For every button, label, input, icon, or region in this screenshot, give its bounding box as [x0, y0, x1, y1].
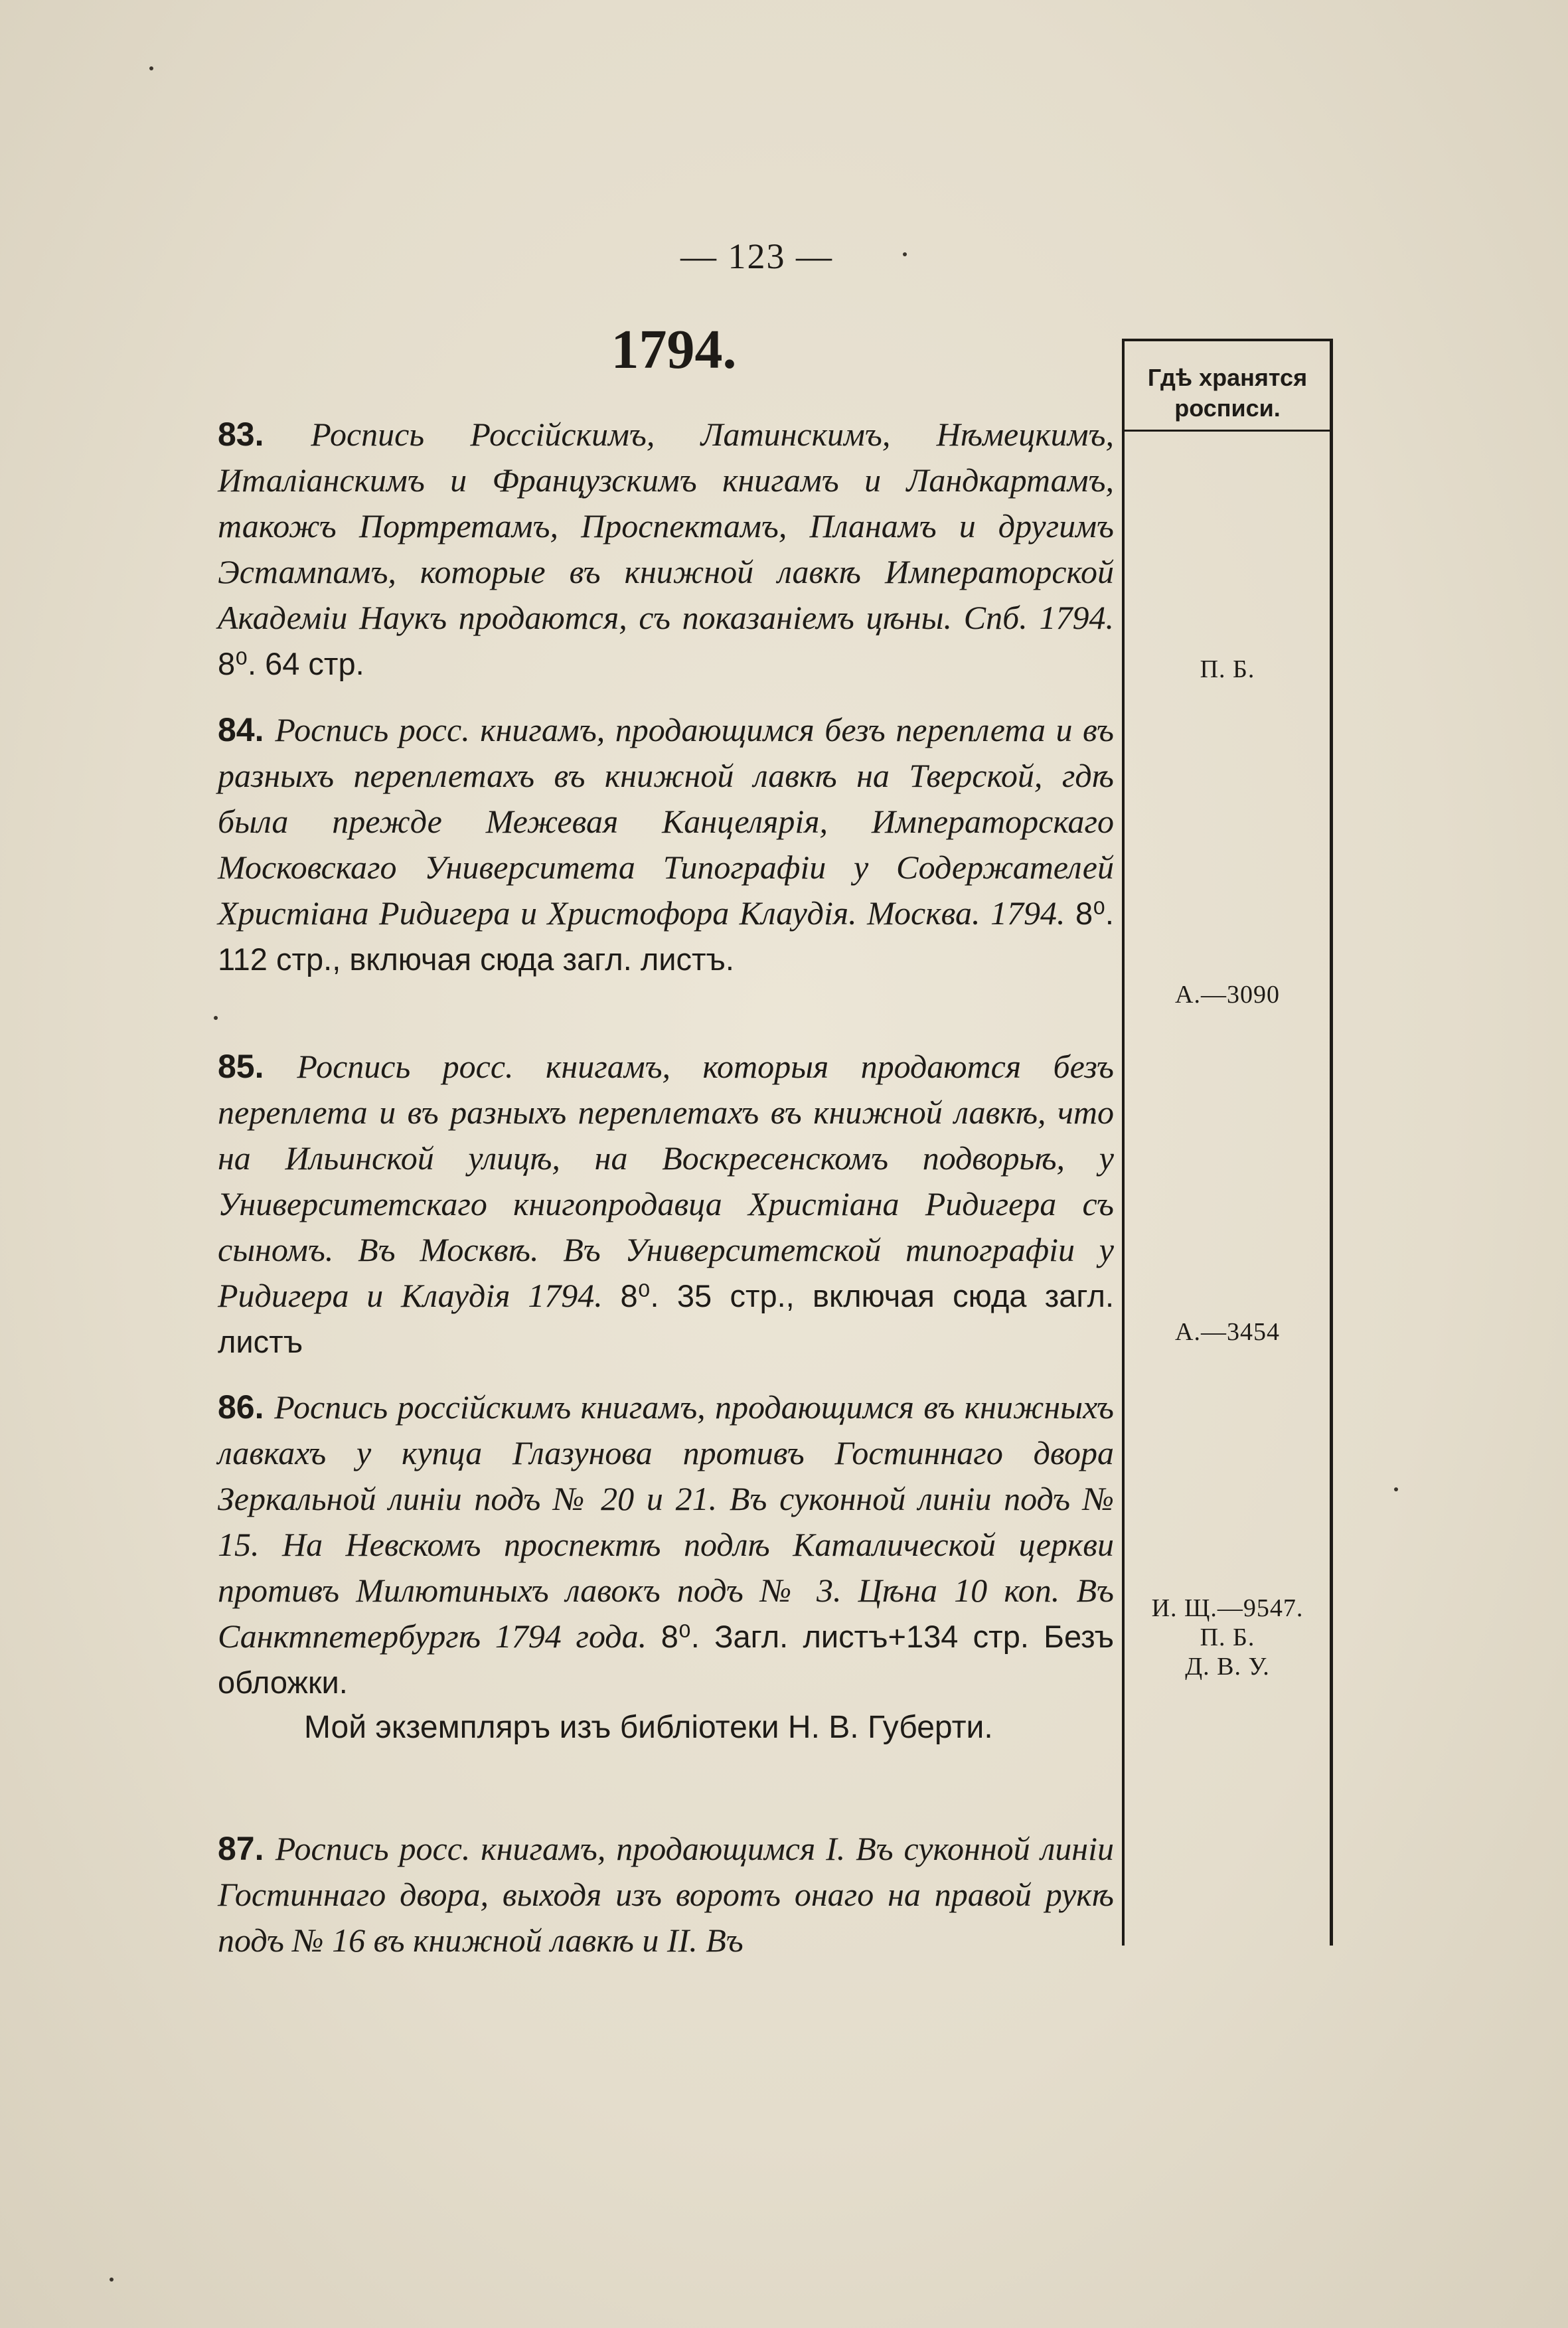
paper-speck: [149, 66, 153, 70]
entry-number: 83: [218, 416, 255, 453]
entry-location-1: И. Щ.—9547.: [1151, 1594, 1304, 1622]
catalog-entry-87: 87. Роспись росс. книгамъ, продающимся I. Въ суконной линіи Гостиннаго двора, выходя изъ воротъ онаго на правой рукѣ подъ № 16 въ книжной лавкѣ и II. Въ: [218, 1830, 1114, 1959]
paper-speck: [110, 2278, 114, 2282]
location-column-header: Гдѣ хранятся росписи.: [1122, 339, 1333, 432]
catalog-entry-84: 84. Роспись росс. книгамъ, продающимся безъ переплета и въ разныхъ переплетахъ въ книжной лавкѣ на Тверской, гдѣ была прежде Межевая Канцелярія, Императорскаго Московскаго Университета Типографіи у Содержателей Христіана Ридигера и Христофора Клаудія. Москва. 1794. 8⁰. 112 стр., включая сюда загл. листъ.: [218, 711, 1114, 977]
entry-location-3: Д. В. У.: [1185, 1653, 1270, 1681]
entry-title: Роспись росс. книгамъ, продающимся безъ переплета и въ разныхъ переплетахъ въ книжной лавкѣ на Тверской, гдѣ была прежде Межевая Канцелярія, Императорскаго Московскаго Университета Типографіи у Содержателей Христіана Ридигера и Христофора Клаудія. Москва. 1794.: [218, 711, 1114, 932]
paper-speck: [214, 1016, 218, 1020]
entry-location-2: П. Б.: [1200, 1623, 1255, 1651]
entry-details: 8⁰. 112 стр., включая сюда загл. листъ.: [218, 896, 1114, 977]
catalog-entry-83: 83. Роспись Россійскимъ, Латинскимъ, Нѣмецкимъ, Италіанскимъ и Французскимъ книгамъ и Ландкартамъ, такожъ Портретамъ, Проспектамъ, Планамъ и другимъ Эстампамъ, которые въ книжной лавкѣ Императорской Академіи Наукъ продаются, съ показаніемъ цѣны. Спб. 1794. 8⁰. 64 стр.: [218, 416, 1114, 681]
catalog-entry-85: 85. Роспись росс. книгамъ, которыя продаются безъ переплета и въ разныхъ переплетахъ въ книжной лавкѣ, что на Ильинской улицѣ, на Воскресенскомъ подворьѣ, у Университетскаго книгопродавца Христіана Ридигера съ сыномъ. Въ Москвѣ. Въ Университетской типографіи у Ридигера и Клаудія 1794. 8⁰. 35 стр., включая сюда загл. листъ: [218, 1048, 1115, 1359]
entry-note: Мой экземпляръ изъ библіотеки Н. В. Губерти.: [304, 1710, 993, 1745]
entry-location: А.—3090: [1175, 981, 1280, 1009]
entry-number: 84: [218, 711, 255, 748]
entry-title: Роспись Россійскимъ, Латинскимъ, Нѣмецкимъ, Италіанскимъ и Французскимъ книгамъ и Ландкартамъ, такожъ Портретамъ, Проспектамъ, Планамъ и другимъ Эстампамъ, которые въ книжной лавкѣ Императорской Академіи Наукъ продаются, съ показаніемъ цѣны. Спб. 1794.: [218, 416, 1114, 636]
entry-details: 8⁰. 35 стр., включая сюда загл. листъ: [218, 1278, 1115, 1359]
entry-number: 87: [218, 1830, 255, 1867]
entry-title: Роспись россійскимъ книгамъ, продающимся въ книжныхъ лавкахъ у купца Глазунова противъ Гостиннаго двора Зеркальной линіи подъ № 20 и 21. Въ суконной линіи подъ № 15. На Невскомъ проспектѣ подлѣ Каталической церкви противъ Милютиныхъ лавокъ подъ № 3. Цѣна 10 коп. Въ Санктпетербургѣ 1794 года.: [218, 1388, 1114, 1655]
page-number: — 123 —: [680, 236, 833, 276]
entry-location: А.—3454: [1175, 1318, 1280, 1346]
location-column: [1122, 339, 1333, 1946]
year-heading: 1794.: [611, 319, 737, 380]
entry-title: Роспись росс. книгамъ, продающимся I. Въ суконной линіи Гостиннаго двора, выходя изъ воротъ онаго на правой рукѣ подъ № 16 въ книжной лавкѣ и II. Въ: [218, 1830, 1114, 1959]
entry-title: Роспись росс. книгамъ, которыя продаются безъ переплета и въ разныхъ переплетахъ въ книжной лавкѣ, что на Ильинской улицѣ, на Воскресенскомъ подворьѣ, у Университетскаго книгопродавца Христіана Ридигера съ сыномъ. Въ Москвѣ. Въ Университетской типографіи у Ридигера и Клаудія 1794.: [218, 1048, 1114, 1314]
entry-details: 8⁰. 64 стр.: [218, 646, 364, 681]
entry-number: 85: [218, 1048, 255, 1085]
catalog-entry-86: 86. Роспись россійскимъ книгамъ, продающимся въ книжныхъ лавкахъ у купца Глазунова противъ Гостиннаго двора Зеркальной линіи подъ № 20 и 21. Въ суконной линіи подъ № 15. На Невскомъ проспектѣ подлѣ Каталической церкви противъ Милютиныхъ лавокъ подъ № 3. Цѣна 10 коп. Въ Санктпетербургѣ 1794 года. 8⁰. Загл. листъ+134 стр. Безъ обложки.: [218, 1388, 1115, 1700]
entry-details: 8⁰. Загл. листъ+134 стр. Безъ обложки.: [218, 1619, 1115, 1700]
paper-speck: [1394, 1487, 1398, 1491]
entry-location: П. Б.: [1200, 655, 1255, 683]
entry-number: 86: [218, 1388, 255, 1426]
paper-speck: [903, 252, 907, 256]
